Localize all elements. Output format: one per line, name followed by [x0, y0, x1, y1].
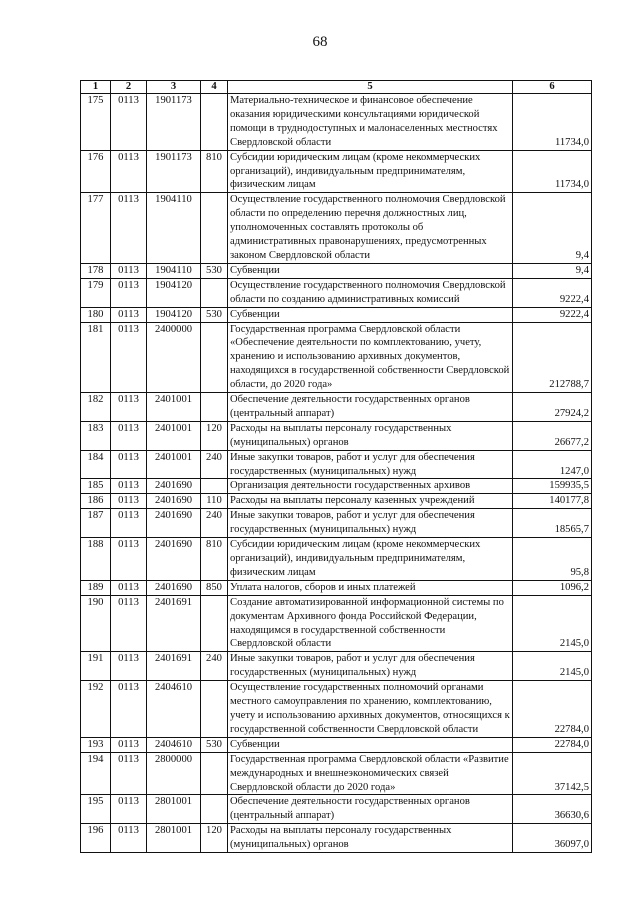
table-row [81, 824, 592, 853]
target-article-code: 1904120 [147, 278, 201, 307]
target-article-code: 2800000 [147, 752, 201, 795]
section-code: 0113 [111, 652, 147, 681]
item-name: Субвенции [228, 263, 513, 278]
row-number: 190 [81, 595, 111, 652]
row-number: 189 [81, 580, 111, 595]
section-code: 0113 [111, 494, 147, 509]
item-name: Уплата налогов, сборов и иных платежей [228, 580, 513, 595]
target-article-code: 2404610 [147, 737, 201, 752]
row-number: 182 [81, 393, 111, 422]
table-row [81, 509, 592, 538]
item-name: Организация деятельности государственных архивов [228, 479, 513, 494]
table-row [81, 652, 592, 681]
expense-type-code [201, 681, 228, 738]
table-row [81, 450, 592, 479]
table-row [81, 307, 592, 322]
item-name: Государственная программа Свердловской области «Обеспечение деятельности по комплектованию, учету, хранению и использованию архивных документов, находящихся в государственной собственности Свердловской области, до 2020 года» [228, 322, 513, 393]
expense-type-code: 240 [201, 450, 228, 479]
section-code: 0113 [111, 509, 147, 538]
item-name: Осуществление государственного полномочия Свердловской области по созданию административных комиссий [228, 278, 513, 307]
row-number: 183 [81, 421, 111, 450]
target-article-code: 1904110 [147, 263, 201, 278]
row-number: 184 [81, 450, 111, 479]
amount: 1247,0 [513, 450, 592, 479]
item-name: Иные закупки товаров, работ и услуг для обеспечения государственных (муниципальных) нужд [228, 652, 513, 681]
section-code: 0113 [111, 150, 147, 193]
amount: 9,4 [513, 263, 592, 278]
section-code: 0113 [111, 752, 147, 795]
item-name: Расходы на выплаты персоналу государственных (муниципальных) органов [228, 824, 513, 853]
table-row [81, 580, 592, 595]
amount: 212788,7 [513, 322, 592, 393]
target-article-code: 2401001 [147, 393, 201, 422]
expense-type-code: 120 [201, 824, 228, 853]
row-number: 193 [81, 737, 111, 752]
section-code: 0113 [111, 322, 147, 393]
target-article-code: 2401690 [147, 494, 201, 509]
item-name: Субсидии юридическим лицам (кроме некоммерческих организаций), индивидуальным предпринимателям, физическим лицам [228, 538, 513, 581]
amount: 11734,0 [513, 94, 592, 151]
row-number: 181 [81, 322, 111, 393]
item-name: Иные закупки товаров, работ и услуг для обеспечения государственных (муниципальных) нужд [228, 450, 513, 479]
expense-type-code: 810 [201, 150, 228, 193]
section-code: 0113 [111, 450, 147, 479]
expense-type-code [201, 752, 228, 795]
amount: 9222,4 [513, 278, 592, 307]
expense-type-code: 530 [201, 263, 228, 278]
section-code: 0113 [111, 795, 147, 824]
column-header: 6 [513, 81, 592, 94]
table-row [81, 681, 592, 738]
amount: 1096,2 [513, 580, 592, 595]
table-row [81, 595, 592, 652]
amount: 2145,0 [513, 652, 592, 681]
table-row [81, 278, 592, 307]
item-name: Обеспечение деятельности государственных органов (центральный аппарат) [228, 795, 513, 824]
amount: 9222,4 [513, 307, 592, 322]
section-code: 0113 [111, 278, 147, 307]
page-number: 68 [312, 34, 328, 50]
section-code: 0113 [111, 681, 147, 738]
row-number: 196 [81, 824, 111, 853]
table-row [81, 322, 592, 393]
section-code: 0113 [111, 824, 147, 853]
table-row [81, 193, 592, 264]
target-article-code: 2401001 [147, 421, 201, 450]
row-number: 195 [81, 795, 111, 824]
item-name: Субвенции [228, 737, 513, 752]
target-article-code: 2401690 [147, 538, 201, 581]
item-name: Обеспечение деятельности государственных органов (центральный аппарат) [228, 393, 513, 422]
amount: 2145,0 [513, 595, 592, 652]
column-header: 4 [201, 81, 228, 94]
item-name: Субсидии юридическим лицам (кроме некоммерческих организаций), индивидуальным предпринимателям, физическим лицам [228, 150, 513, 193]
table-row [81, 737, 592, 752]
row-number: 178 [81, 263, 111, 278]
target-article-code: 2401001 [147, 450, 201, 479]
column-header: 1 [81, 81, 111, 94]
target-article-code: 2401691 [147, 652, 201, 681]
row-number: 185 [81, 479, 111, 494]
expense-type-code: 530 [201, 737, 228, 752]
target-article-code: 2404610 [147, 681, 201, 738]
item-name: Расходы на выплаты персоналу казенных учреждений [228, 494, 513, 509]
section-code: 0113 [111, 538, 147, 581]
target-article-code: 1901173 [147, 94, 201, 151]
section-code: 0113 [111, 263, 147, 278]
section-code: 0113 [111, 595, 147, 652]
expense-type-code: 850 [201, 580, 228, 595]
expense-type-code: 530 [201, 307, 228, 322]
row-number: 179 [81, 278, 111, 307]
section-code: 0113 [111, 193, 147, 264]
section-code: 0113 [111, 421, 147, 450]
table-header-row [81, 81, 592, 94]
table-body [81, 94, 592, 853]
expense-type-code: 240 [201, 652, 228, 681]
table-row [81, 538, 592, 581]
table-row [81, 393, 592, 422]
table-row [81, 795, 592, 824]
amount: 22784,0 [513, 737, 592, 752]
target-article-code: 1904120 [147, 307, 201, 322]
expense-type-code: 120 [201, 421, 228, 450]
amount: 22784,0 [513, 681, 592, 738]
section-code: 0113 [111, 479, 147, 494]
amount: 36097,0 [513, 824, 592, 853]
amount: 11734,0 [513, 150, 592, 193]
target-article-code: 1901173 [147, 150, 201, 193]
expense-type-code: 810 [201, 538, 228, 581]
section-code: 0113 [111, 393, 147, 422]
target-article-code: 2801001 [147, 795, 201, 824]
section-code: 0113 [111, 737, 147, 752]
item-name: Государственная программа Свердловской области «Развитие международных и внешнеэкономических связей Свердловской области до 2020 года» [228, 752, 513, 795]
expense-type-code [201, 193, 228, 264]
expense-type-code [201, 94, 228, 151]
amount: 140177,8 [513, 494, 592, 509]
target-article-code: 2401690 [147, 509, 201, 538]
column-header: 3 [147, 81, 201, 94]
row-number: 176 [81, 150, 111, 193]
row-number: 194 [81, 752, 111, 795]
row-number: 191 [81, 652, 111, 681]
item-name: Материально-техническое и финансовое обеспечение оказания юридическими консультациями юридической помощи в труднодоступных и малонаселенных местностях Свердловской области [228, 94, 513, 151]
row-number: 175 [81, 94, 111, 151]
target-article-code: 1904110 [147, 193, 201, 264]
item-name: Создание автоматизированной информационной системы по документам Архивного фонда Российской Федерации, находящимся в государственной собственности Свердловской области [228, 595, 513, 652]
table-row [81, 94, 592, 151]
amount: 37142,5 [513, 752, 592, 795]
row-number: 186 [81, 494, 111, 509]
row-number: 188 [81, 538, 111, 581]
expense-type-code [201, 393, 228, 422]
table-row [81, 421, 592, 450]
expense-type-code: 240 [201, 509, 228, 538]
expense-type-code: 110 [201, 494, 228, 509]
section-code: 0113 [111, 94, 147, 151]
section-code: 0113 [111, 307, 147, 322]
target-article-code: 2801001 [147, 824, 201, 853]
budget-table [80, 80, 592, 853]
item-name: Осуществление государственного полномочия Свердловской области по определению перечня должностных лиц, уполномоченных составлять протоколы об административных правонарушениях, предусмотренных законом Свердловской области [228, 193, 513, 264]
row-number: 187 [81, 509, 111, 538]
row-number: 180 [81, 307, 111, 322]
table-row [81, 150, 592, 193]
row-number: 192 [81, 681, 111, 738]
item-name: Расходы на выплаты персоналу государственных (муниципальных) органов [228, 421, 513, 450]
target-article-code: 2401691 [147, 595, 201, 652]
expense-type-code [201, 278, 228, 307]
expense-type-code [201, 795, 228, 824]
section-code: 0113 [111, 580, 147, 595]
target-article-code: 2401690 [147, 479, 201, 494]
amount: 26677,2 [513, 421, 592, 450]
target-article-code: 2400000 [147, 322, 201, 393]
amount: 18565,7 [513, 509, 592, 538]
column-header: 2 [111, 81, 147, 94]
table-row [81, 494, 592, 509]
target-article-code: 2401690 [147, 580, 201, 595]
table-row [81, 263, 592, 278]
amount: 27924,2 [513, 393, 592, 422]
amount: 9,4 [513, 193, 592, 264]
column-header: 5 [228, 81, 513, 94]
expense-type-code [201, 322, 228, 393]
item-name: Субвенции [228, 307, 513, 322]
item-name: Осуществление государственных полномочий органами местного самоуправления по хранению, комплектованию, учету и использованию архивных документов, относящихся к государственной собственности Свердловской области [228, 681, 513, 738]
expense-type-code [201, 595, 228, 652]
amount: 159935,5 [513, 479, 592, 494]
row-number: 177 [81, 193, 111, 264]
table-row [81, 752, 592, 795]
expense-type-code [201, 479, 228, 494]
amount: 95,8 [513, 538, 592, 581]
item-name: Иные закупки товаров, работ и услуг для обеспечения государственных (муниципальных) нужд [228, 509, 513, 538]
table-row [81, 479, 592, 494]
amount: 36630,6 [513, 795, 592, 824]
